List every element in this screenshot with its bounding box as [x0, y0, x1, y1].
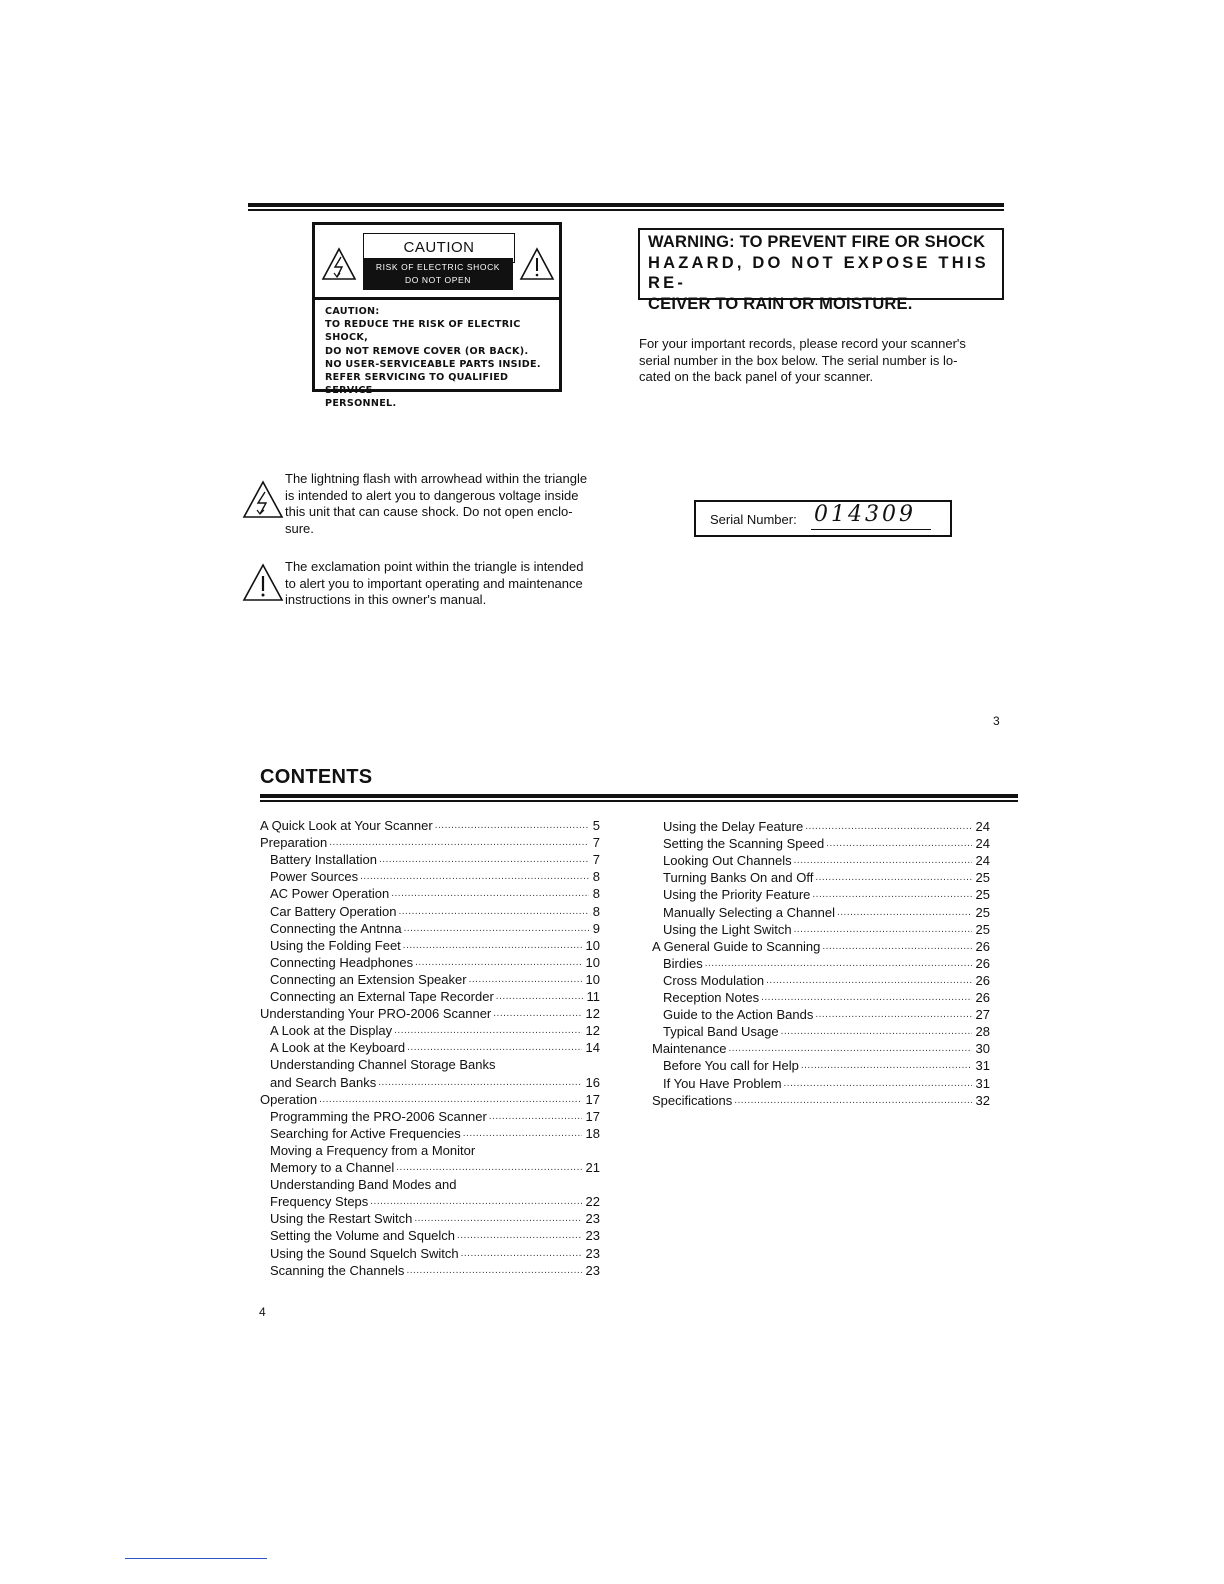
toc-entry-title: Typical Band Usage: [663, 1024, 779, 1040]
toc-entry-title: Understanding Channel Storage Banks: [270, 1057, 496, 1073]
toc-entry: [270, 1022, 600, 1039]
toc-entry-title: Frequency Steps: [270, 1194, 369, 1210]
warning-line-1: WARNING: TO PREVENT FIRE OR SHOCK: [648, 233, 986, 251]
serial-number-box: [694, 500, 952, 537]
toc-entry-title: Connecting Headphones: [270, 954, 414, 970]
lightning-note-line-1: The lightning flash with arrowhead within the triangle: [285, 471, 588, 486]
toc-entry: [663, 1023, 990, 1040]
toc-entry-page: 9: [592, 920, 600, 936]
lightning-note-line-4: sure.: [285, 520, 314, 536]
toc-entry-title: Reception Notes: [663, 990, 760, 1005]
toc-entry-title: Setting the Scanning Speed: [663, 836, 825, 852]
toc-entry-title: Connecting an Extension Speaker: [270, 971, 467, 987]
toc-entry-leader: [319, 1091, 581, 1108]
toc-entry-leader: [493, 1005, 581, 1022]
toc-entry-leader: [784, 1075, 972, 1092]
exclamation-note-line-2: to alert you to important operating and maintenance: [285, 575, 583, 591]
toc-entry-page: 31: [975, 1058, 990, 1074]
contents-rule-thick: [260, 794, 1018, 798]
warning-line-3: CEIVER TO RAIN OR MOISTURE.: [648, 294, 913, 313]
toc-entry-leader: [815, 1006, 971, 1023]
toc-entry-page: [596, 1056, 600, 1073]
toc-entry-title: Memory to a Channel: [270, 1160, 395, 1175]
toc-entry-leader: [469, 971, 582, 988]
toc-entry-leader: [458, 1176, 596, 1193]
toc-entry-page: 26: [975, 955, 990, 971]
toc-entry-leader: [837, 904, 972, 921]
toc-entry-page: 16: [585, 1074, 600, 1090]
lightning-note: [285, 471, 625, 537]
toc-entry-title: Using the Light Switch: [663, 921, 792, 937]
toc-entry: [270, 1142, 600, 1159]
toc-entry: [652, 938, 990, 955]
toc-entry-leader: [398, 903, 588, 920]
toc-entry: [663, 921, 990, 938]
toc-entry-leader: [360, 868, 589, 885]
toc-entry-leader: [496, 988, 583, 1005]
toc-entry-title: Cross Modulation: [663, 972, 765, 988]
toc-entry: [663, 955, 990, 972]
toc-entry-leader: [489, 1108, 582, 1125]
toc-entry-title: A Look at the Display: [270, 1023, 393, 1039]
toc-entry-title: Turning Banks On and Off: [663, 870, 814, 886]
toc-entry-page: 28: [975, 1024, 990, 1040]
toc-entry-leader: [734, 1092, 971, 1109]
caution-strip-line1: RISK OF ELECTRIC SHOCK: [375, 262, 501, 272]
toc-entry-leader: [801, 1057, 972, 1074]
toc-entry-title: Manually Selecting a Channel: [663, 904, 835, 920]
toc-entry-leader: [406, 1262, 581, 1279]
records-note: [639, 336, 1009, 386]
toc-entry-leader: [396, 1159, 581, 1176]
toc-entry-page: 25: [975, 870, 990, 886]
toc-entry-title: Using the Sound Squelch Switch: [270, 1245, 459, 1261]
toc-entry-page: 11: [586, 989, 600, 1004]
toc-entry-title: Car Battery Operation: [270, 903, 397, 919]
toc-entry-leader: [407, 1039, 581, 1056]
exclamation-note: [285, 559, 625, 609]
toc-entry-page: [596, 1142, 600, 1159]
caution-instructions: CAUTION: TO REDUCE THE RISK OF ELECTRIC SHOCK, DO NOT REMOVE COVER (OR BACK). NO USER-SERVICEABLE PARTS INSIDE. REFER SERVICING TO QUALIFIED SERVICE PERSONNEL.: [325, 306, 541, 410]
serial-number-value: 014309: [814, 502, 916, 527]
toc-entry-leader: [394, 1022, 581, 1039]
toc-entry-page: 26: [975, 938, 990, 954]
toc-entry-page: 18: [585, 1125, 600, 1141]
toc-entry-title: A Quick Look at Your Scanner: [260, 818, 433, 833]
toc-entry: [652, 1092, 990, 1109]
toc-entry: [663, 972, 990, 989]
toc-entry-leader: [728, 1040, 971, 1057]
toc-entry-title: A Look at the Keyboard: [270, 1040, 406, 1056]
toc-entry: [663, 886, 990, 903]
toc-entry-title: Connecting the Antnna: [270, 920, 402, 936]
toc-entry-page: 23: [585, 1245, 600, 1261]
toc-entry-title: Guide to the Action Bands: [663, 1007, 814, 1023]
toc-entry: [270, 971, 600, 988]
toc-entry: [663, 989, 990, 1006]
toc-entry-title: Specifications: [652, 1092, 733, 1108]
toc-entry: [270, 868, 600, 885]
toc-entry-title: Maintenance: [652, 1041, 727, 1057]
toc-entry-leader: [794, 852, 972, 869]
toc-entry-leader: [794, 921, 972, 938]
toc-entry-leader: [463, 1125, 582, 1142]
toc-entry: [270, 988, 600, 1005]
exclamation-note-line-1: The exclamation point within the triangle is intended: [285, 559, 584, 574]
toc-entry-page: 17: [585, 1108, 600, 1124]
toc-entry-page: 14: [585, 1040, 600, 1056]
toc-entry-leader: [822, 938, 971, 955]
toc-entry: [270, 920, 600, 937]
toc-entry-title: A General Guide to Scanning: [652, 938, 821, 954]
toc-entry-page: 24: [975, 853, 990, 869]
toc-entry-leader: [826, 835, 971, 852]
toc-entry-page: 23: [585, 1262, 600, 1278]
toc-entry: [260, 834, 600, 851]
caution-title: CAUTION: [363, 233, 515, 263]
toc-entry-leader: [815, 869, 971, 886]
toc-entry: [270, 1039, 600, 1056]
toc-entry-title: Preparation: [260, 835, 328, 851]
toc-entry: [260, 1005, 600, 1022]
toc-entry-page: 10: [585, 954, 600, 970]
toc-entry-title: Setting the Volume and Squelch: [270, 1228, 456, 1244]
lightning-note-line-3: this unit that can cause shock. Do not open enclo-: [285, 504, 573, 519]
toc-entry: [270, 1245, 600, 1262]
lightning-note-line-2: is intended to alert you to dangerous voltage inside: [285, 487, 579, 503]
exclamation-triangle-icon: [242, 563, 284, 603]
toc-entry-page: 7: [592, 835, 600, 851]
toc-entry: [663, 1075, 990, 1092]
toc-entry-page: 24: [975, 836, 990, 852]
top-rule-thick: [248, 203, 1004, 207]
toc-entry-page: 31: [975, 1075, 990, 1091]
toc-entry-leader: [370, 1193, 581, 1210]
records-note-line-2: serial number in the box below. The serial number is lo-: [639, 352, 958, 368]
toc-entry: [270, 1176, 600, 1193]
toc-entry-leader: [457, 1227, 582, 1244]
toc-entry-title: Looking Out Channels: [663, 853, 792, 869]
toc-entry-page: [596, 1176, 600, 1193]
page-number-bottom: 4: [259, 1305, 266, 1319]
toc-entry: [663, 1057, 990, 1074]
toc-entry-page: 22: [585, 1194, 600, 1210]
records-note-line-1: For your important records, please record your scanner's: [639, 336, 966, 351]
toc-entry-leader: [415, 954, 581, 971]
toc-entry: [270, 1125, 600, 1142]
toc-entry-title: Before You call for Help: [663, 1058, 799, 1074]
toc-entry: [270, 1159, 600, 1176]
toc-entry-title: Operation: [260, 1091, 318, 1107]
toc-entry-title: Moving a Frequency from a Monitor: [270, 1142, 476, 1158]
toc-entry-title: Using the Delay Feature: [663, 819, 804, 834]
toc-entry-page: 12: [585, 1006, 600, 1022]
toc-entry: [270, 1074, 600, 1091]
warning-box: [638, 228, 1004, 313]
toc-entry-page: 30: [975, 1041, 990, 1057]
toc-entry-page: 23: [585, 1228, 600, 1244]
toc-entry: [260, 817, 600, 834]
toc-entry: [270, 1056, 600, 1073]
toc-entry-page: 32: [975, 1092, 990, 1108]
toc-entry: [270, 954, 600, 971]
toc-entry: [663, 818, 990, 835]
footer-line: [125, 1558, 267, 1559]
lightning-triangle-icon: [242, 480, 284, 520]
caution-label-header: [315, 225, 559, 300]
toc-entry-page: 10: [585, 971, 600, 987]
toc-entry-page: 24: [975, 819, 990, 834]
toc-entry: [663, 835, 990, 852]
toc-entry: [270, 1108, 600, 1125]
toc-entry-page: 8: [592, 903, 600, 919]
toc-entry-page: 5: [592, 818, 600, 833]
toc-entry-leader: [461, 1245, 582, 1262]
exclamation-triangle-icon: [519, 247, 555, 281]
toc-entry-leader: [329, 834, 589, 851]
toc-entry-title: Understanding Your PRO-2006 Scanner: [260, 1006, 492, 1022]
toc-entry: [270, 937, 600, 954]
toc-entry: [652, 1040, 990, 1057]
toc-entry-title: Scanning the Channels: [270, 1262, 405, 1278]
toc-entry-title: Searching for Active Frequencies: [270, 1125, 461, 1141]
toc-entry-title: Using the Restart Switch: [270, 1211, 413, 1227]
toc-entry-leader: [497, 1056, 596, 1073]
toc-entry-leader: [379, 851, 589, 868]
toc-entry-page: 12: [585, 1023, 600, 1039]
toc-entry-page: 23: [585, 1211, 600, 1227]
warning-line-2: HAZARD, DO NOT EXPOSE THIS RE-: [648, 253, 989, 292]
toc-entry-page: 8: [592, 886, 600, 902]
toc-entry-leader: [404, 920, 589, 937]
toc-entry-title: Using the Folding Feet: [270, 937, 401, 953]
toc-entry-leader: [705, 955, 972, 972]
toc-entry-page: 25: [975, 887, 990, 903]
toc-entry-page: 26: [975, 990, 990, 1005]
toc-entry-leader: [477, 1142, 596, 1159]
toc-entry-leader: [435, 817, 589, 834]
contents-rule-thin: [260, 800, 1018, 802]
toc-entry-page: 25: [975, 904, 990, 920]
toc-entry-leader: [414, 1210, 581, 1227]
toc-entry-page: 25: [975, 921, 990, 937]
records-note-line-3: cated on the back panel of your scanner.: [639, 369, 874, 384]
toc-entry-leader: [403, 937, 582, 954]
toc-entry: [663, 1006, 990, 1023]
toc-entry: [270, 851, 600, 868]
top-rule-thin: [248, 209, 1004, 211]
toc-entry-page: 27: [975, 1007, 990, 1023]
toc-entry: [270, 1210, 600, 1227]
toc-entry-page: 7: [592, 852, 600, 868]
toc-entry-leader: [805, 818, 971, 835]
toc-entry-page: 26: [975, 972, 990, 988]
toc-entry: [663, 904, 990, 921]
toc-entry-leader: [781, 1023, 972, 1040]
exclamation-note-line-3: instructions in this owner's manual.: [285, 592, 487, 607]
toc-entry-title: Connecting an External Tape Recorder: [270, 989, 494, 1004]
page-number-top: 3: [993, 714, 1000, 728]
toc-entry: [260, 1091, 600, 1108]
toc-entry-leader: [378, 1074, 581, 1091]
toc-entry-page: 21: [585, 1160, 600, 1175]
serial-number-underline: [811, 529, 931, 530]
serial-number-label: Serial Number:: [710, 512, 797, 527]
toc-entry-title: and Search Banks: [270, 1074, 377, 1090]
toc-entry-title: Programming the PRO-2006 Scanner: [270, 1108, 487, 1124]
caution-strip-line2: DO NOT OPEN: [405, 275, 471, 285]
toc-entry: [270, 1227, 600, 1244]
toc-entry-title: Power Sources: [270, 869, 359, 885]
toc-entry-leader: [766, 972, 971, 989]
toc-entry: [270, 903, 600, 920]
toc-entry-title: If You Have Problem: [663, 1075, 782, 1091]
toc-entry-page: 17: [585, 1091, 600, 1107]
toc-entry-title: AC Power Operation: [270, 886, 390, 902]
contents-title: CONTENTS: [260, 766, 373, 788]
toc-entry-leader: [761, 989, 971, 1006]
toc-entry: [270, 1193, 600, 1210]
toc-entry-page: 8: [592, 869, 600, 885]
toc-entry: [663, 852, 990, 869]
toc-entry-title: Using the Priority Feature: [663, 887, 811, 903]
toc-entry-leader: [812, 886, 971, 903]
toc-entry-title: Understanding Band Modes and: [270, 1177, 457, 1193]
toc-entry-title: Birdies: [663, 955, 703, 971]
toc-entry: [663, 869, 990, 886]
caution-label-box: [312, 222, 562, 410]
toc-entry: [270, 1262, 600, 1279]
toc-entry-leader: [391, 885, 589, 902]
lightning-triangle-icon: [321, 247, 357, 281]
toc-entry-title: Battery Installation: [270, 852, 377, 868]
caution-strip: [363, 258, 513, 290]
toc-entry-page: 10: [585, 937, 600, 953]
toc-entry: [270, 885, 600, 902]
